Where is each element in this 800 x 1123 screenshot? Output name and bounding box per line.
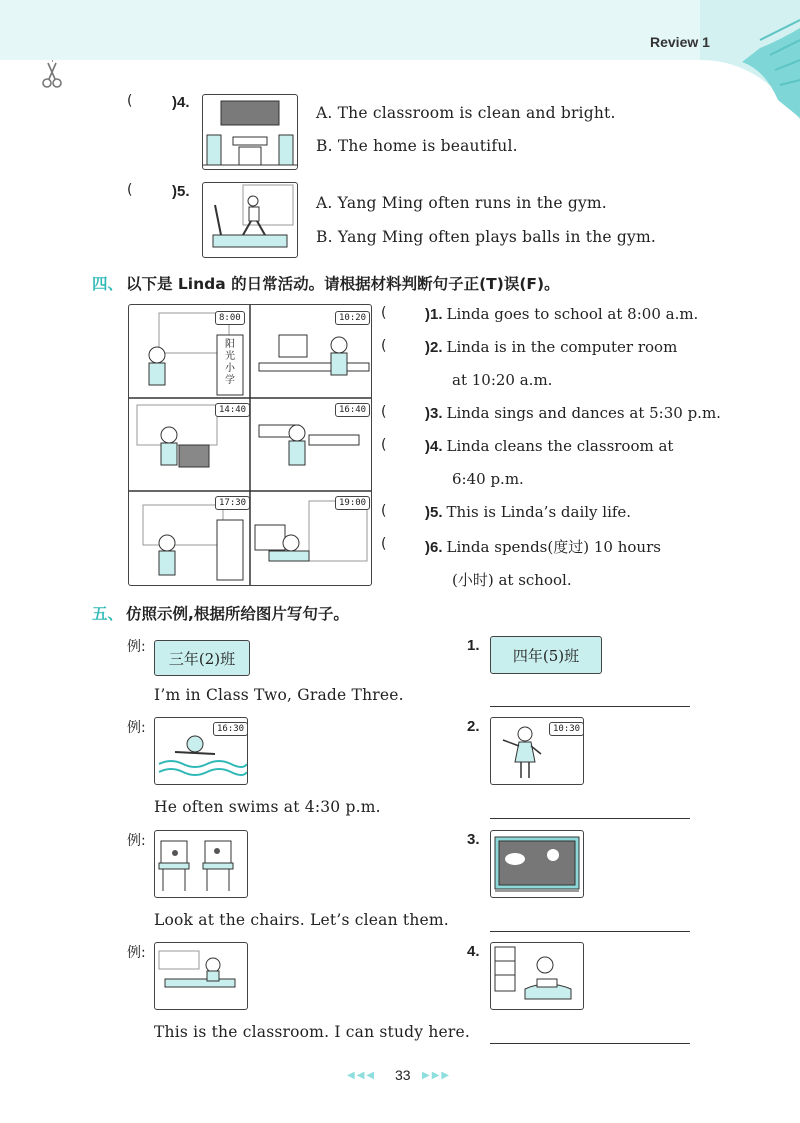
class-label-box: 三年(2)班 (154, 640, 250, 676)
statement-2 (425, 338, 677, 356)
example-label: 例: (127, 945, 146, 961)
item-number: )5. (172, 183, 190, 200)
clock-label: 19:00 (335, 496, 370, 510)
picture-treadmill (202, 182, 298, 258)
footer-left-arrows: ◀◀◀ (347, 1070, 377, 1081)
statement-number: )5. (425, 504, 443, 521)
clock-label: 14:40 (215, 403, 250, 417)
example-label: 例: (127, 720, 146, 736)
statement-5 (425, 503, 631, 521)
statement-text: Linda spends(度过) 10 hours (446, 538, 661, 556)
header-banner (0, 0, 800, 120)
example-sentence: Look at the chairs. Let’s clean them. (154, 911, 449, 929)
answer-paren-open: ( (381, 536, 387, 552)
option-a: A. Yang Ming often runs in the gym. (316, 194, 607, 212)
answer-line[interactable] (490, 931, 690, 932)
option-a: A. The classroom is clean and bright. (316, 104, 616, 122)
answer-paren-open: ( (381, 503, 387, 519)
answer-paren-open: ( (381, 305, 387, 321)
answer-paren-open: ( (127, 182, 133, 198)
statement-text: Linda cleans the classroom at (446, 437, 674, 455)
picture-reading-girl (490, 942, 584, 1010)
answer-line[interactable] (490, 818, 690, 819)
statement-number: )3. (425, 405, 443, 422)
statement-4-cont: 6:40 p.m. (452, 470, 524, 488)
section-instruction: 仿照示例,根据所给图片写句子。 (126, 605, 349, 623)
school-sign-char: 小 (225, 363, 235, 374)
option-b: B. Yang Ming often plays balls in the gym. (316, 228, 656, 246)
answer-paren-open: ( (381, 404, 387, 420)
footer-right-arrows: ▶▶▶ (422, 1070, 452, 1081)
example-label: 例: (127, 833, 146, 849)
section-marker: 四、 (92, 275, 124, 293)
statement-number: )2. (425, 339, 443, 356)
statement-text: Linda goes to school at 8:00 a.m. (446, 305, 699, 323)
statement-4 (425, 437, 673, 455)
section-instruction: 以下是 Linda 的日常活动。请根据材料判断句子正(T)误(F)。 (126, 275, 560, 293)
header-title: Review 1 (650, 34, 710, 50)
item-number: )4. (172, 94, 190, 111)
clock-label: 10:30 (549, 722, 584, 736)
page-number: 33 (395, 1067, 411, 1083)
statement-number: )1. (425, 306, 443, 323)
example-sentence: This is the classroom. I can study here. (154, 1023, 471, 1041)
statement-number: )6. (425, 539, 443, 556)
school-sign-char: 阳 (225, 339, 235, 350)
answer-paren-open: ( (127, 93, 133, 109)
picture-dirty-chairs (154, 830, 248, 898)
statement-text: Linda sings and dances at 5:30 p.m. (446, 404, 721, 422)
clock-label: 10:20 (335, 311, 370, 325)
daily-activity-comic (128, 304, 372, 586)
option-b: B. The home is beautiful. (316, 137, 518, 155)
picture-dancing-girl (490, 717, 584, 785)
answer-paren-open: ( (381, 437, 387, 453)
school-sign-char: 学 (225, 375, 235, 386)
exercise-number: 3. (467, 831, 480, 848)
answer-paren-open: ( (381, 338, 387, 354)
clock-label: 8:00 (215, 311, 245, 325)
exercise-number: 2. (467, 718, 480, 735)
exercise-number: 1. (467, 637, 480, 654)
statement-3 (425, 404, 721, 422)
picture-swimming (154, 717, 248, 785)
clock-label: 16:30 (213, 722, 248, 736)
statement-2-cont: at 10:20 a.m. (452, 371, 553, 389)
example-label: 例: (127, 639, 146, 655)
statement-number: )4. (425, 438, 443, 455)
statement-text: Linda is in the computer room (446, 338, 678, 356)
clock-label: 17:30 (215, 496, 250, 510)
picture-classroom-study (154, 942, 248, 1010)
exercise-number: 4. (467, 943, 480, 960)
example-sentence: He often swims at 4:30 p.m. (154, 798, 381, 816)
section-marker: 五、 (92, 605, 124, 623)
statement-6-cont: (小时) at school. (452, 571, 572, 589)
picture-dirty-blackboard (490, 830, 584, 898)
answer-line[interactable] (490, 1043, 690, 1044)
picture-classroom (202, 94, 298, 170)
statement-6 (425, 536, 661, 557)
class-label-box: 四年(5)班 (490, 636, 602, 674)
statement-1 (425, 305, 698, 323)
school-sign-char: 光 (225, 351, 235, 362)
example-sentence: I’m in Class Two, Grade Three. (154, 686, 404, 704)
school-sign (221, 339, 239, 387)
answer-line[interactable] (490, 706, 690, 707)
clock-label: 16:40 (335, 403, 370, 417)
statement-text: This is Linda’s daily life. (446, 503, 632, 521)
